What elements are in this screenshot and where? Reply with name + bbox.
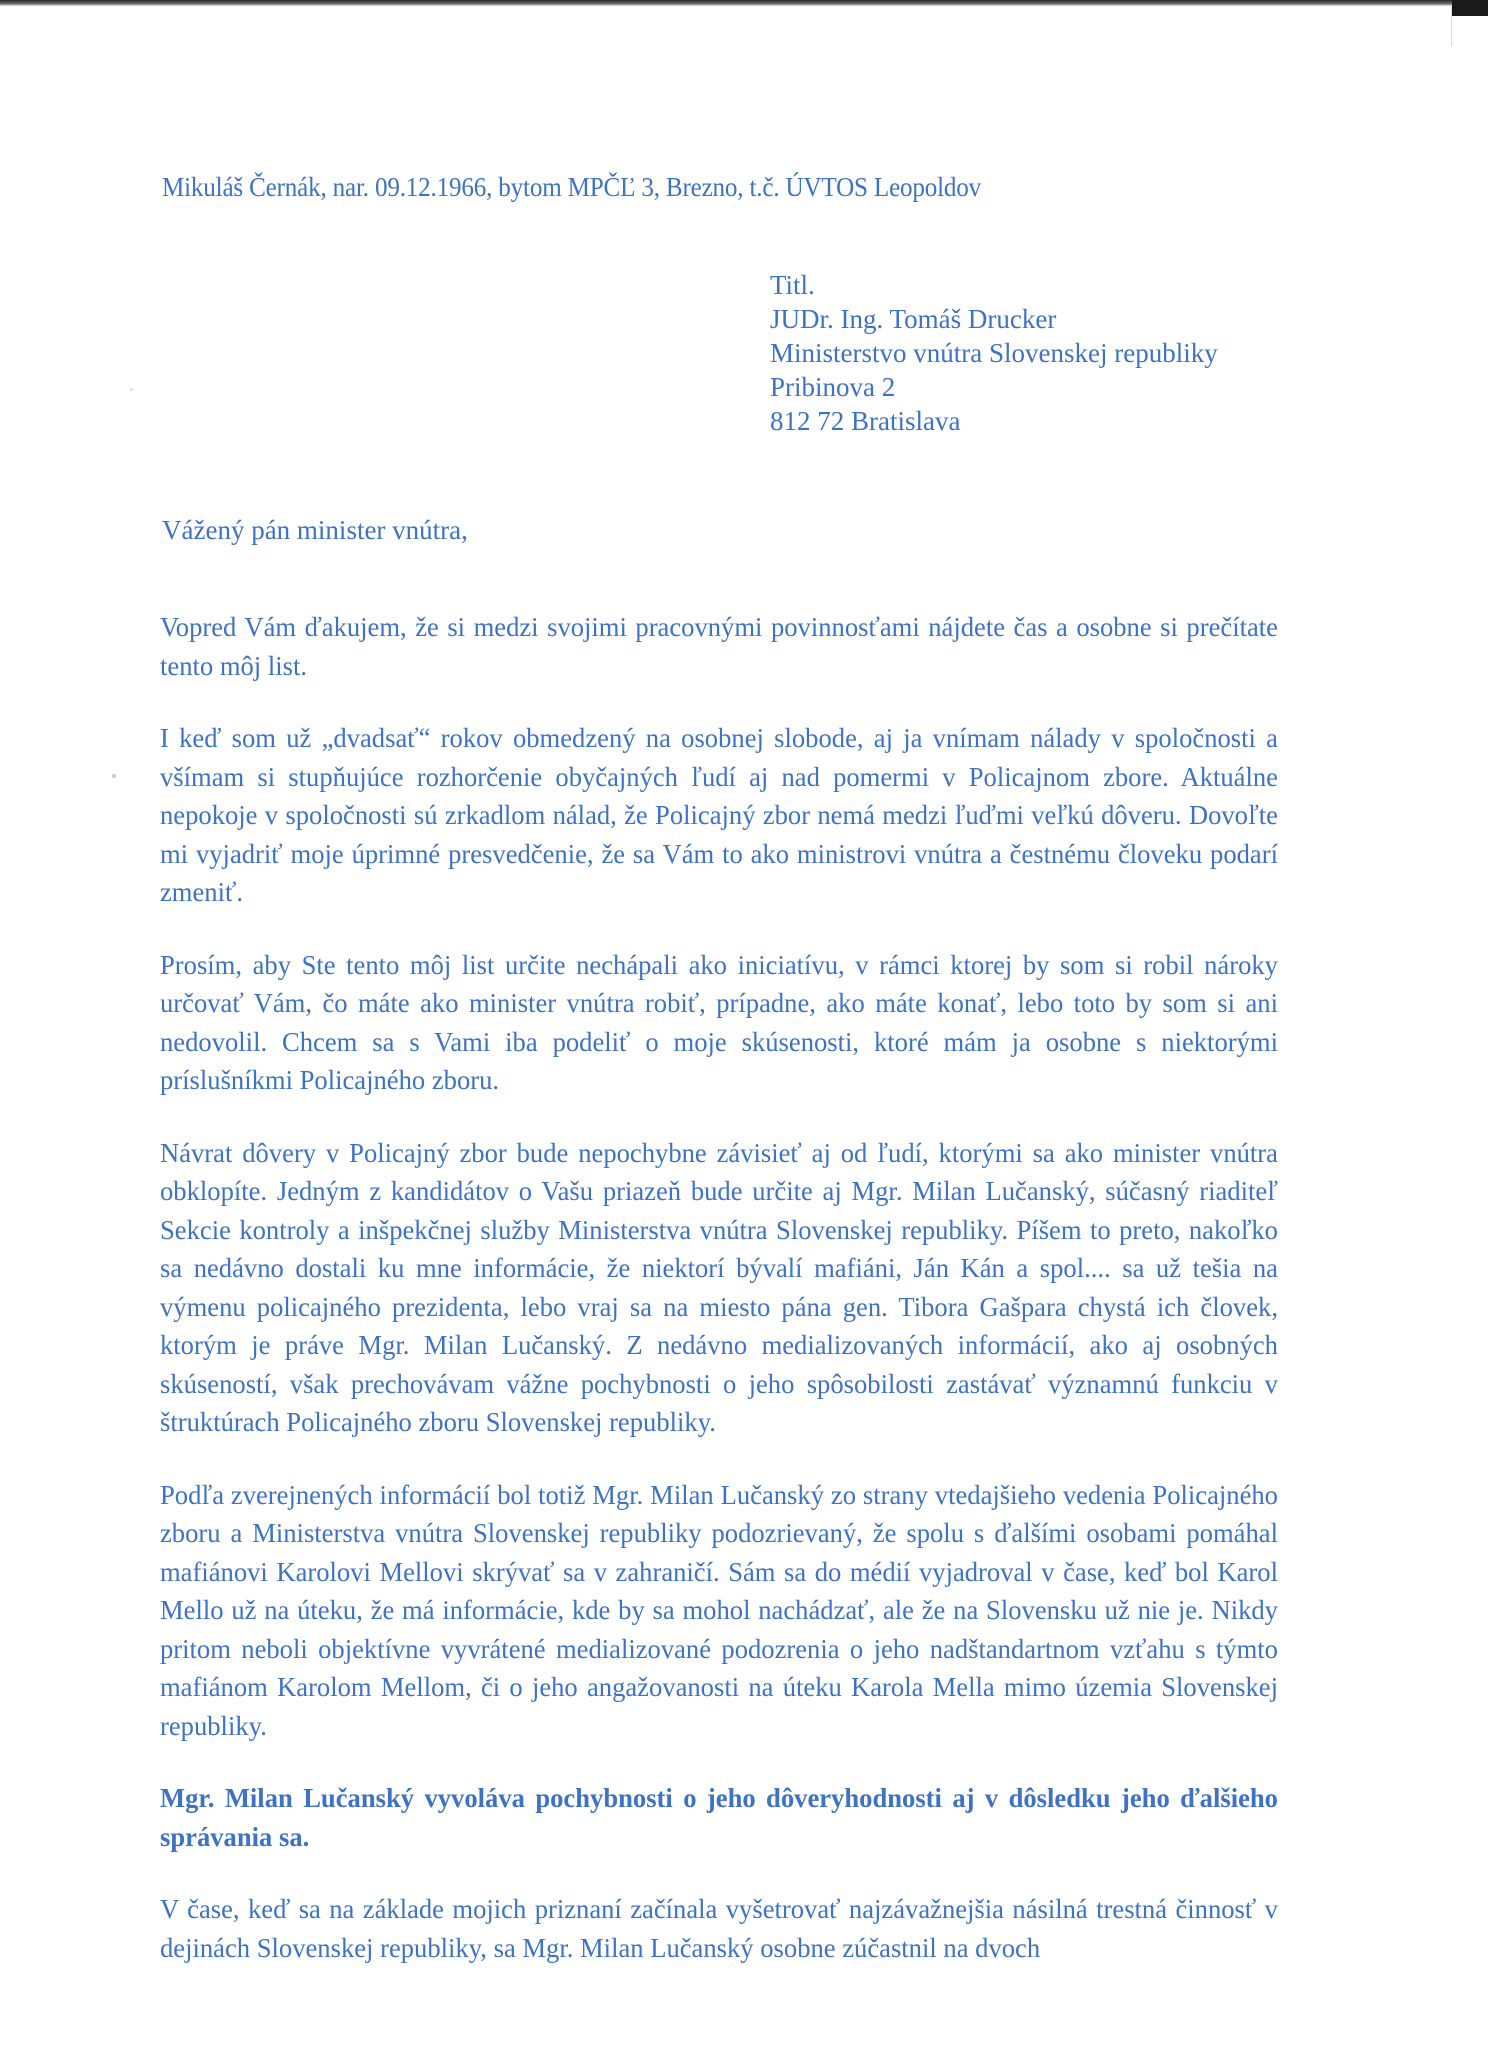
recipient-street: Pribinova 2 bbox=[770, 372, 896, 402]
salutation: Vážený pán minister vnútra, bbox=[162, 515, 468, 545]
sender-line: Mikuláš Černák, nar. 09.12.1966, bytom MPČĽ 3, Brezno, t.č. ÚVTOS Leopoldov bbox=[162, 172, 982, 202]
scan-speck bbox=[130, 388, 133, 391]
paragraph: I keď som už „dvadsať“ rokov obmedzený na osobnej slobode, aj ja vnímam nálady v spoločnosti a všímam si stupňujúce rozhorčenie obyčajných ľudí aj nad pomermi v Policajnom zbore. Aktuálne nepokoje v spoločnosti sú zrkadlom nálad, že Policajný zbor nemá medzi ľuďmi veľkú dôveru. Dovoľte mi vyjadriť moje úprimné presvedčenie, že sa Vám to ako ministrovi vnútra a čestnému človeku podarí zmeniť. bbox=[160, 723, 1278, 907]
recipient-address-block bbox=[770, 268, 1218, 438]
recipient-city: 812 72 Bratislava bbox=[770, 406, 961, 436]
paragraph: Prosím, aby Ste tento môj list určite nechápali ako iniciatívu, v rámci ktorej by som si robil nároky určovať Vám, čo máte ako minister vnútra robiť, prípadne, ako máte konať, lebo toto by som si ani nedovolil. Chcem sa s Vami iba podeliť o moje skúsenosti, ktoré mám ja osobne s niektorými príslušníkmi Policajného zboru. bbox=[160, 949, 1278, 1095]
paragraph: Návrat dôvery v Policajný zbor bude nepochybne závisieť aj od ľudí, ktorými sa ako minister vnútra obklopíte. Jedným z kandidátov o Vašu priazeň bude určite aj Mgr. Milan Lučanský, súčasný riaditeľ Sekcie kontroly a inšpekčnej služby Ministerstva vnútra Slovenskej republiky. Píšem to preto, nakoľko sa nedávno dostali ku mne informácie, že niektorí bývalí mafiáni, Ján Kán a spol.... sa už tešia na výmenu policajného prezidenta, lebo vraj sa na miesto pána gen. Tibora Gašpara chystá ich človek, ktorým je práve Mgr. Milan Lučanský. Z nedávno medializovaných informácií, ako aj osobných skúseností, však prechovávam vážne pochybnosti o jeho spôsobilosti zastávať významnú funkciu v štruktúrach Policajného zboru Slovenskej republiky. bbox=[160, 1137, 1278, 1437]
recipient-name: JUDr. Ing. Tomáš Drucker bbox=[770, 304, 1057, 334]
letter-body bbox=[160, 608, 1295, 2001]
paragraph: Vopred Vám ďakujem, že si medzi svojimi pracovnými povinnosťami nájdete čas a osobne si prečítate tento môj list. bbox=[160, 612, 1278, 681]
paragraph: V čase, keď sa na základe mojich priznaní začínala vyšetrovať najzávažnejšia násilná trestná činnosť v dejinách Slovenskej republiky, sa Mgr. Milan Lučanský osobne zúčastnil na dvoch bbox=[160, 1894, 1278, 1963]
scan-corner-artifact bbox=[1452, 0, 1488, 16]
scan-top-edge bbox=[0, 0, 1488, 6]
paragraph: Podľa zverejnených informácií bol totiž Mgr. Milan Lučanský zo strany vtedajšieho vedenia Policajného zboru a Ministerstva vnútra Slovenskej republiky podozrievaný, že spolu s ďalšími osobami pomáhal mafiánovi Karolovi Mellovi skrývať sa v zahraničí. Sám sa do médií vyjadroval v čase, keď bol Karol Mello už na úteku, že má informácie, kde by sa mohol nachádzať, ale že na Slovensku už nie je. Nikdy pritom neboli objektívne vyvrátené medializované podozrenia o jeho nadštandartnom vzťahu s týmto mafiánom Karolom Mellom, či o jeho angažovanosti na úteku Karola Mella mimo územia Slovenskej republiky. bbox=[160, 1479, 1278, 1741]
recipient-organization: Ministerstvo vnútra Slovenskej republiky bbox=[770, 338, 1218, 368]
bold-paragraph-heading: Mgr. Milan Lučanský vyvoláva pochybnosti o jeho dôveryhodnosti aj v dôsledku jeho ďalšieho správania sa. bbox=[160, 1783, 1278, 1852]
scan-speck bbox=[112, 774, 116, 778]
recipient-title: Titl. bbox=[770, 270, 815, 300]
scan-edge-line bbox=[1451, 6, 1452, 46]
